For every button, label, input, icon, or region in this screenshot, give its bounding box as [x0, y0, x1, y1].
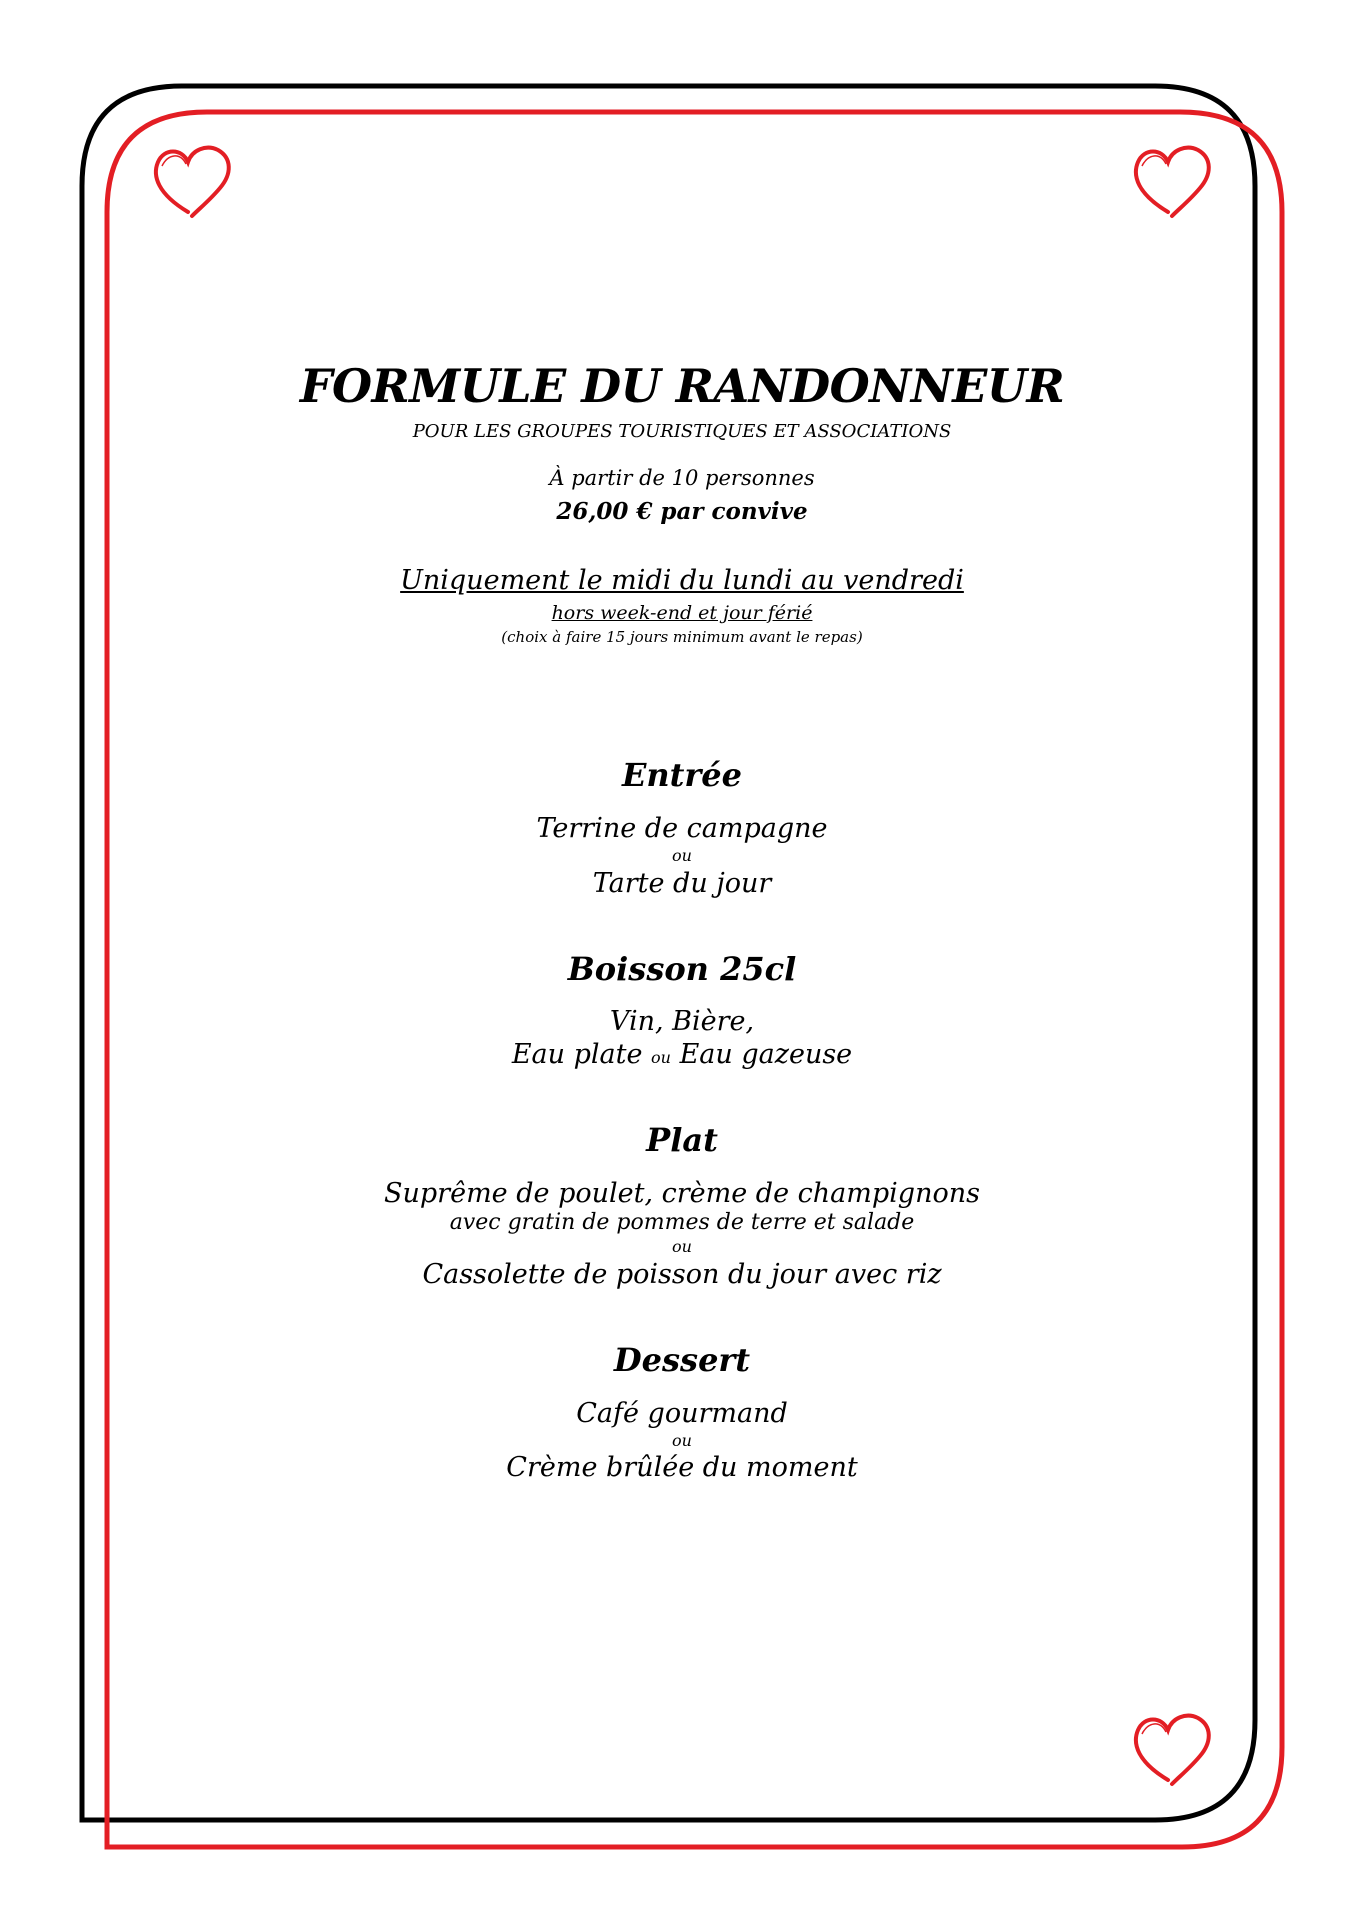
menu-item: Eau plate — [511, 1038, 643, 1070]
min-people: À partir de 10 personnes — [549, 466, 815, 491]
section-entree — [200, 756, 1164, 900]
heart-icon — [148, 142, 240, 220]
or-separator: ou — [651, 1047, 671, 1067]
availability: Uniquement le midi du lundi au vendredi — [400, 565, 964, 597]
menu-content — [200, 360, 1164, 1485]
menu-item: Crème brûlée du moment — [506, 1452, 858, 1484]
menu-item-detail: avec gratin de pommes de terre et salade — [449, 1209, 915, 1235]
menu-item: Suprême de poulet, crème de champignons — [384, 1177, 980, 1209]
price: 26,00 € par convive — [556, 497, 808, 525]
section-title: Dessert — [613, 1341, 751, 1380]
section-title: Plat — [646, 1121, 718, 1160]
menu-item: Vin, Bière, — [609, 1006, 755, 1038]
menu-item-line — [200, 1039, 1164, 1071]
or-separator: ou — [672, 846, 692, 866]
menu-item: Café gourmand — [576, 1397, 788, 1429]
heart-icon — [1128, 1710, 1220, 1788]
heart-icon — [1128, 142, 1220, 220]
section-dessert — [200, 1341, 1164, 1485]
menu-item: Cassolette de poisson du jour avec riz — [422, 1258, 942, 1290]
section-title: Entrée — [621, 756, 742, 795]
booking-note: (choix à faire 15 jours minimum avant le repas) — [501, 628, 863, 647]
menu-item: Eau gazeuse — [679, 1038, 853, 1070]
section-plat — [200, 1121, 1164, 1291]
or-separator: ou — [672, 1237, 692, 1257]
section-boisson — [200, 950, 1164, 1071]
or-separator: ou — [672, 1430, 692, 1450]
page-title: FORMULE DU RANDONNEUR — [299, 359, 1065, 413]
subtitle: POUR LES GROUPES TOURISTIQUES ET ASSOCIATIONS — [412, 420, 952, 442]
menu-item: Tarte du jour — [592, 867, 772, 899]
exclusions: hors week-end et jour férié — [551, 601, 813, 624]
menu-item: Terrine de campagne — [536, 812, 828, 844]
section-title: Boisson 25cl — [567, 950, 797, 989]
